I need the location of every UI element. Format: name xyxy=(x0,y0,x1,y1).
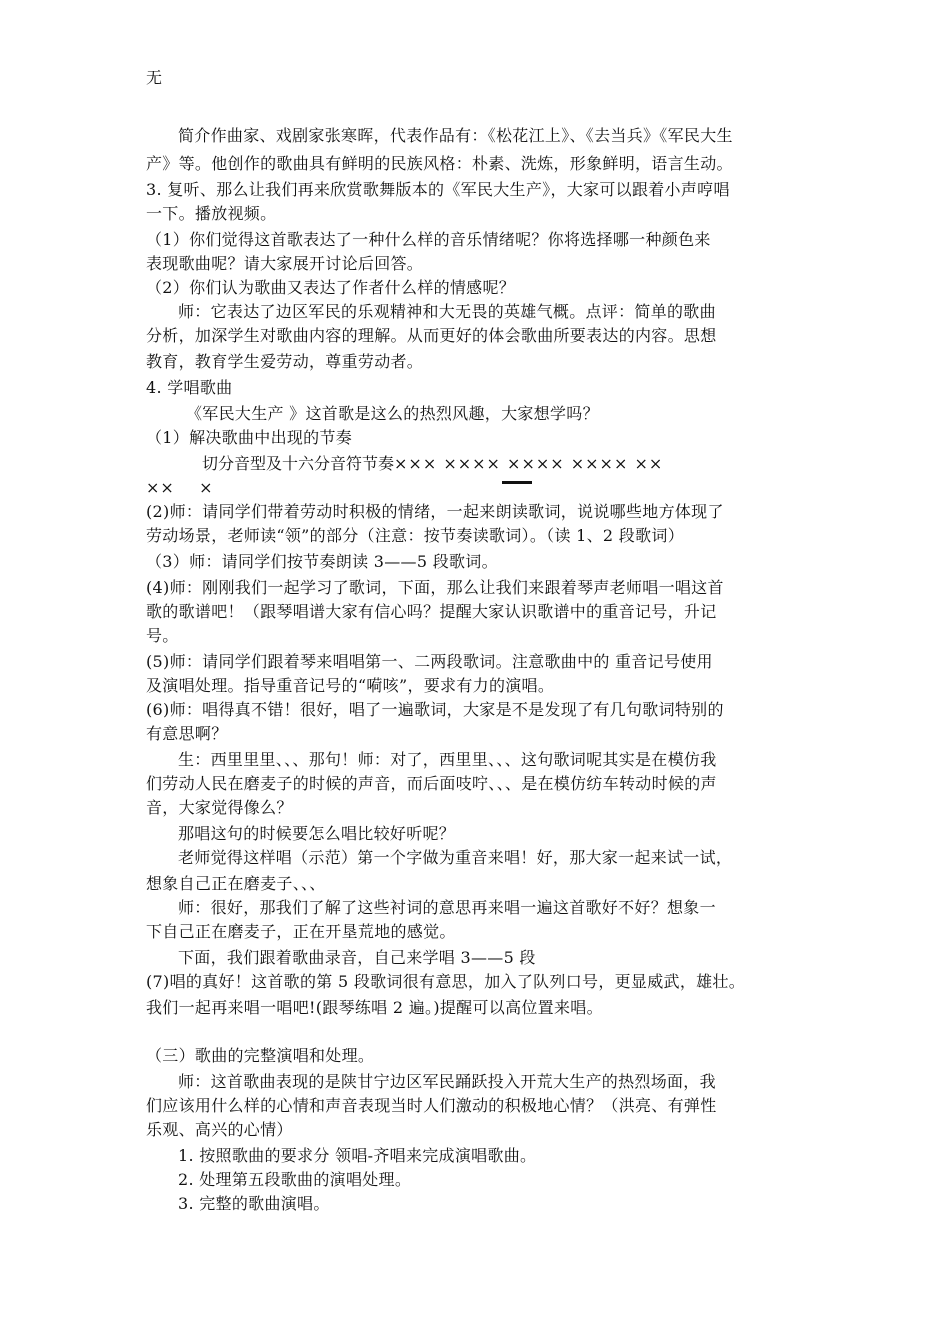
paragraph-line: 生：西里里里、、、那句！师：对了，西里里、、、这句歌词呢其实是在模仿我 xyxy=(178,750,717,769)
paragraph-line: 号。 xyxy=(146,626,179,645)
paragraph-line: 一下。播放视频。 xyxy=(146,204,277,223)
paragraph-line: 及演唱处理。指导重音记号的“嗬咳”，要求有力的演唱。 xyxy=(146,676,555,695)
list-item: 1. 按照歌曲的要求分 领唱-齐唱来完成演唱歌曲。 xyxy=(178,1146,537,1165)
paragraph-line: 师：这首歌曲表现的是陕甘宁边区军民踊跃投入开荒大生产的热烈场面，我 xyxy=(178,1072,716,1091)
section-heading: （三）歌曲的完整演唱和处理。 xyxy=(146,1046,375,1065)
rhythm-line-continued xyxy=(146,476,214,500)
paragraph-line: （1）你们觉得这首歌表达了一种什么样的音乐情绪呢？你将选择哪一种颜色来 xyxy=(146,230,711,249)
paragraph-line: 那唱这句的时候要怎么唱比较好听呢？ xyxy=(178,824,456,843)
paragraph-line: 乐观、高兴的心情） xyxy=(146,1120,293,1139)
rhythm-symbols-continued: ×× × xyxy=(146,478,214,497)
paragraph-line: 老师觉得这样唱（示范）第一个字做为重音来唱！好，那大家一起来试一试， xyxy=(178,848,733,867)
beam-line xyxy=(502,481,532,484)
paragraph-line: （3）师：请同学们按节奏朗读 3——5 段歌词。 xyxy=(146,552,498,571)
list-item: 2. 处理第五段歌曲的演唱处理。 xyxy=(178,1170,412,1189)
paragraph-line: 师：它表达了边区军民的乐观精神和大无畏的英雄气概。点评：简单的歌曲 xyxy=(178,302,716,321)
paragraph-line: 音，大家觉得像么？ xyxy=(146,798,293,817)
header-text: 无 xyxy=(146,68,163,87)
paragraph-line: (4)师：刚刚我们一起学习了歌词，下面，那么让我们来跟着琴声老师唱一唱这首 xyxy=(146,578,724,597)
paragraph-line: 下自己正在磨麦子，正在开垦荒地的感觉。 xyxy=(146,922,456,941)
rhythm-line xyxy=(202,452,663,476)
paragraph-line: 分析，加深学生对歌曲内容的理解。从而更好的体会歌曲所要表达的内容。思想 xyxy=(146,326,717,345)
rhythm-label: 切分音型及十六分音符节奏 xyxy=(202,454,395,473)
paragraph-line: (6)师：唱得真不错！很好，唱了一遍歌词，大家是不是发现了有几句歌词特别的 xyxy=(146,700,724,719)
paragraph-line: 表现歌曲呢？请大家展开讨论后回答。 xyxy=(146,254,424,273)
paragraph-line: 师：很好，那我们了解了这些衬词的意思再来唱一遍这首歌好不好？想象一 xyxy=(178,898,716,917)
paragraph-line: 劳动场景，老师读“领”的部分（注意：按节奏读歌词）。（读 1、2 段歌词） xyxy=(146,526,684,545)
section-heading: 4. 学唱歌曲 xyxy=(146,378,233,397)
paragraph-line: (5)师：请同学们跟着琴来唱唱第一、二两段歌词。注意歌曲中的 重音记号使用 xyxy=(146,652,713,671)
paragraph-line: (2)师：请同学们带着劳动时积极的情绪，一起来朗读歌词，说说哪些地方体现了 xyxy=(146,502,724,521)
paragraph-line: 产》等。他创作的歌曲具有鲜明的民族风格：朴素、洗炼，形象鲜明，语言生动。 xyxy=(146,154,733,173)
paragraph-line: 简介作曲家、戏剧家张寒晖，代表作品有：《松花江上》、《去当兵》《军民大生 xyxy=(178,126,733,145)
paragraph-line: （2）你们认为歌曲又表达了作者什么样的情感呢？ xyxy=(146,278,516,297)
paragraph-line: （1）解决歌曲中出现的节奏 xyxy=(146,428,353,447)
paragraph-line: 们应该用什么样的心情和声音表现当时人们激动的积极地心情？（洪亮、有弹性 xyxy=(146,1096,717,1115)
paragraph-line: 3. 复听、那么让我们再来欣赏歌舞版本的《军民大生产》，大家可以跟着小声哼唱 xyxy=(146,180,730,199)
list-item: 3. 完整的歌曲演唱。 xyxy=(178,1194,330,1213)
paragraph-line: 们劳动人民在磨麦子的时候的声音，而后面吱咛、、、是在模仿纺车转动时候的声 xyxy=(146,774,717,793)
paragraph-line: 下面，我们跟着歌曲录音，自己来学唱 3——5 段 xyxy=(178,948,536,967)
paragraph-line: 《军民大生产 》这首歌是这么的热烈风趣，大家想学吗？ xyxy=(186,404,599,423)
paragraph-line: 我们一起再来唱一唱吧!(跟琴练唱 2 遍。)提醒可以高位置来唱。 xyxy=(146,998,603,1017)
paragraph-line: 教育，教育学生爱劳动，尊重劳动者。 xyxy=(146,352,424,371)
rhythm-symbols: ××× ×××× ×××× ×××× ×× xyxy=(394,454,664,473)
paragraph-line: 有意思啊？ xyxy=(146,724,228,743)
paragraph-line: 想象自己正在磨麦子、、、 xyxy=(146,874,326,893)
paragraph-line: 歌的歌谱吧！（跟琴唱谱大家有信心吗？提醒大家认识歌谱中的重音记号，升记 xyxy=(146,602,717,621)
paragraph-line: (7)唱的真好！这首歌的第 5 段歌词很有意思，加入了队列口号，更显威武，雄壮。 xyxy=(146,972,746,991)
